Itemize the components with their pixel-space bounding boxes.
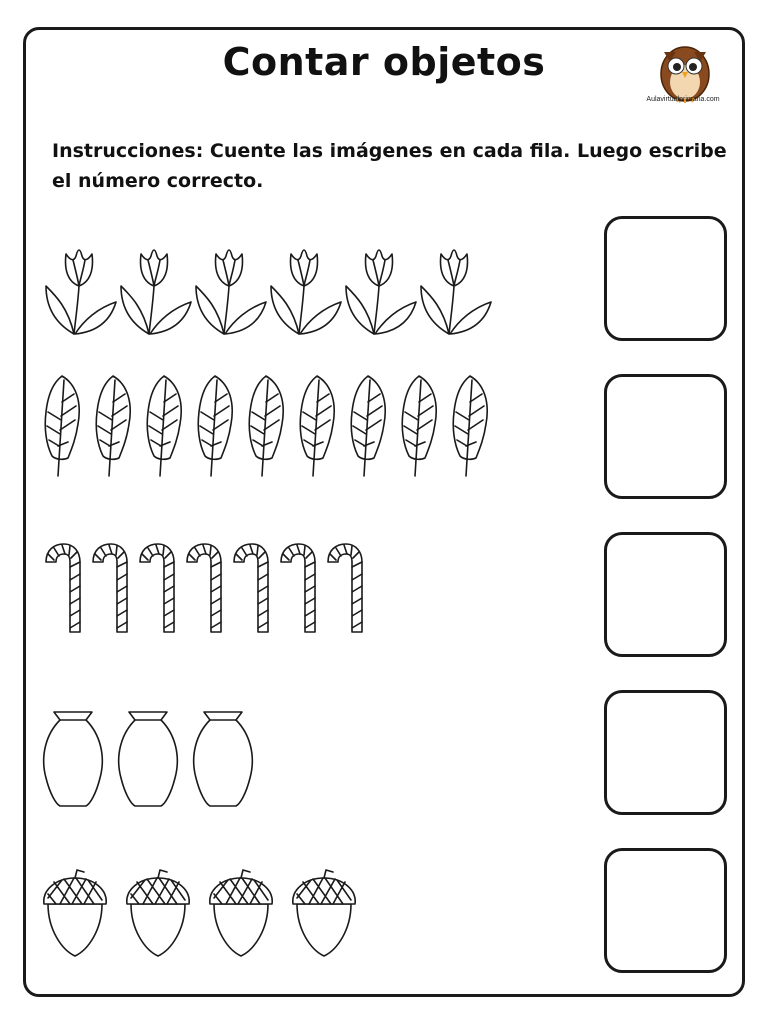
answer-box-3[interactable] — [604, 532, 727, 657]
tulip-icon — [265, 242, 343, 337]
feather-icon — [40, 372, 84, 480]
tulip-icon — [190, 242, 268, 337]
logo-caption: Aulavirtualprimaria.com — [646, 96, 720, 103]
count-row-tulips — [40, 242, 600, 372]
answer-box-4[interactable] — [604, 690, 727, 815]
feather-icon — [346, 372, 390, 480]
answer-box-2[interactable] — [604, 374, 727, 499]
feather-icon — [142, 372, 186, 480]
feather-icon — [244, 372, 288, 480]
acorn-icon — [289, 868, 359, 958]
vase-icon — [40, 708, 106, 808]
tulip-icon — [415, 242, 493, 337]
feather-icon — [448, 372, 492, 480]
acorn-icon — [40, 868, 110, 958]
acorn-icon — [206, 868, 276, 958]
tulip-icon — [340, 242, 418, 337]
acorn-icon — [123, 868, 193, 958]
page-title: Contar objetos — [222, 40, 546, 84]
vase-icon — [115, 708, 181, 808]
instructions-text: Instrucciones: Cuente las imágenes en cada fila. Luego escribe el número correcto. — [52, 140, 727, 192]
candy-cane-icon — [40, 540, 82, 636]
feather-icon — [397, 372, 441, 480]
tulip-icon — [40, 242, 118, 337]
feather-icon — [91, 372, 135, 480]
feather-icon — [295, 372, 339, 480]
count-row-vases — [40, 708, 600, 838]
candy-cane-icon — [181, 540, 223, 636]
feather-icon — [193, 372, 237, 480]
answer-box-5[interactable] — [604, 848, 727, 973]
tulip-icon — [115, 242, 193, 337]
candy-cane-icon — [134, 540, 176, 636]
count-row-feathers — [40, 372, 600, 502]
answer-box-1[interactable] — [604, 216, 727, 341]
vase-icon — [190, 708, 256, 808]
count-row-candy-canes — [40, 540, 600, 670]
count-row-acorns — [40, 868, 600, 998]
candy-cane-icon — [87, 540, 129, 636]
candy-cane-icon — [322, 540, 364, 636]
candy-cane-icon — [228, 540, 270, 636]
candy-cane-icon — [275, 540, 317, 636]
